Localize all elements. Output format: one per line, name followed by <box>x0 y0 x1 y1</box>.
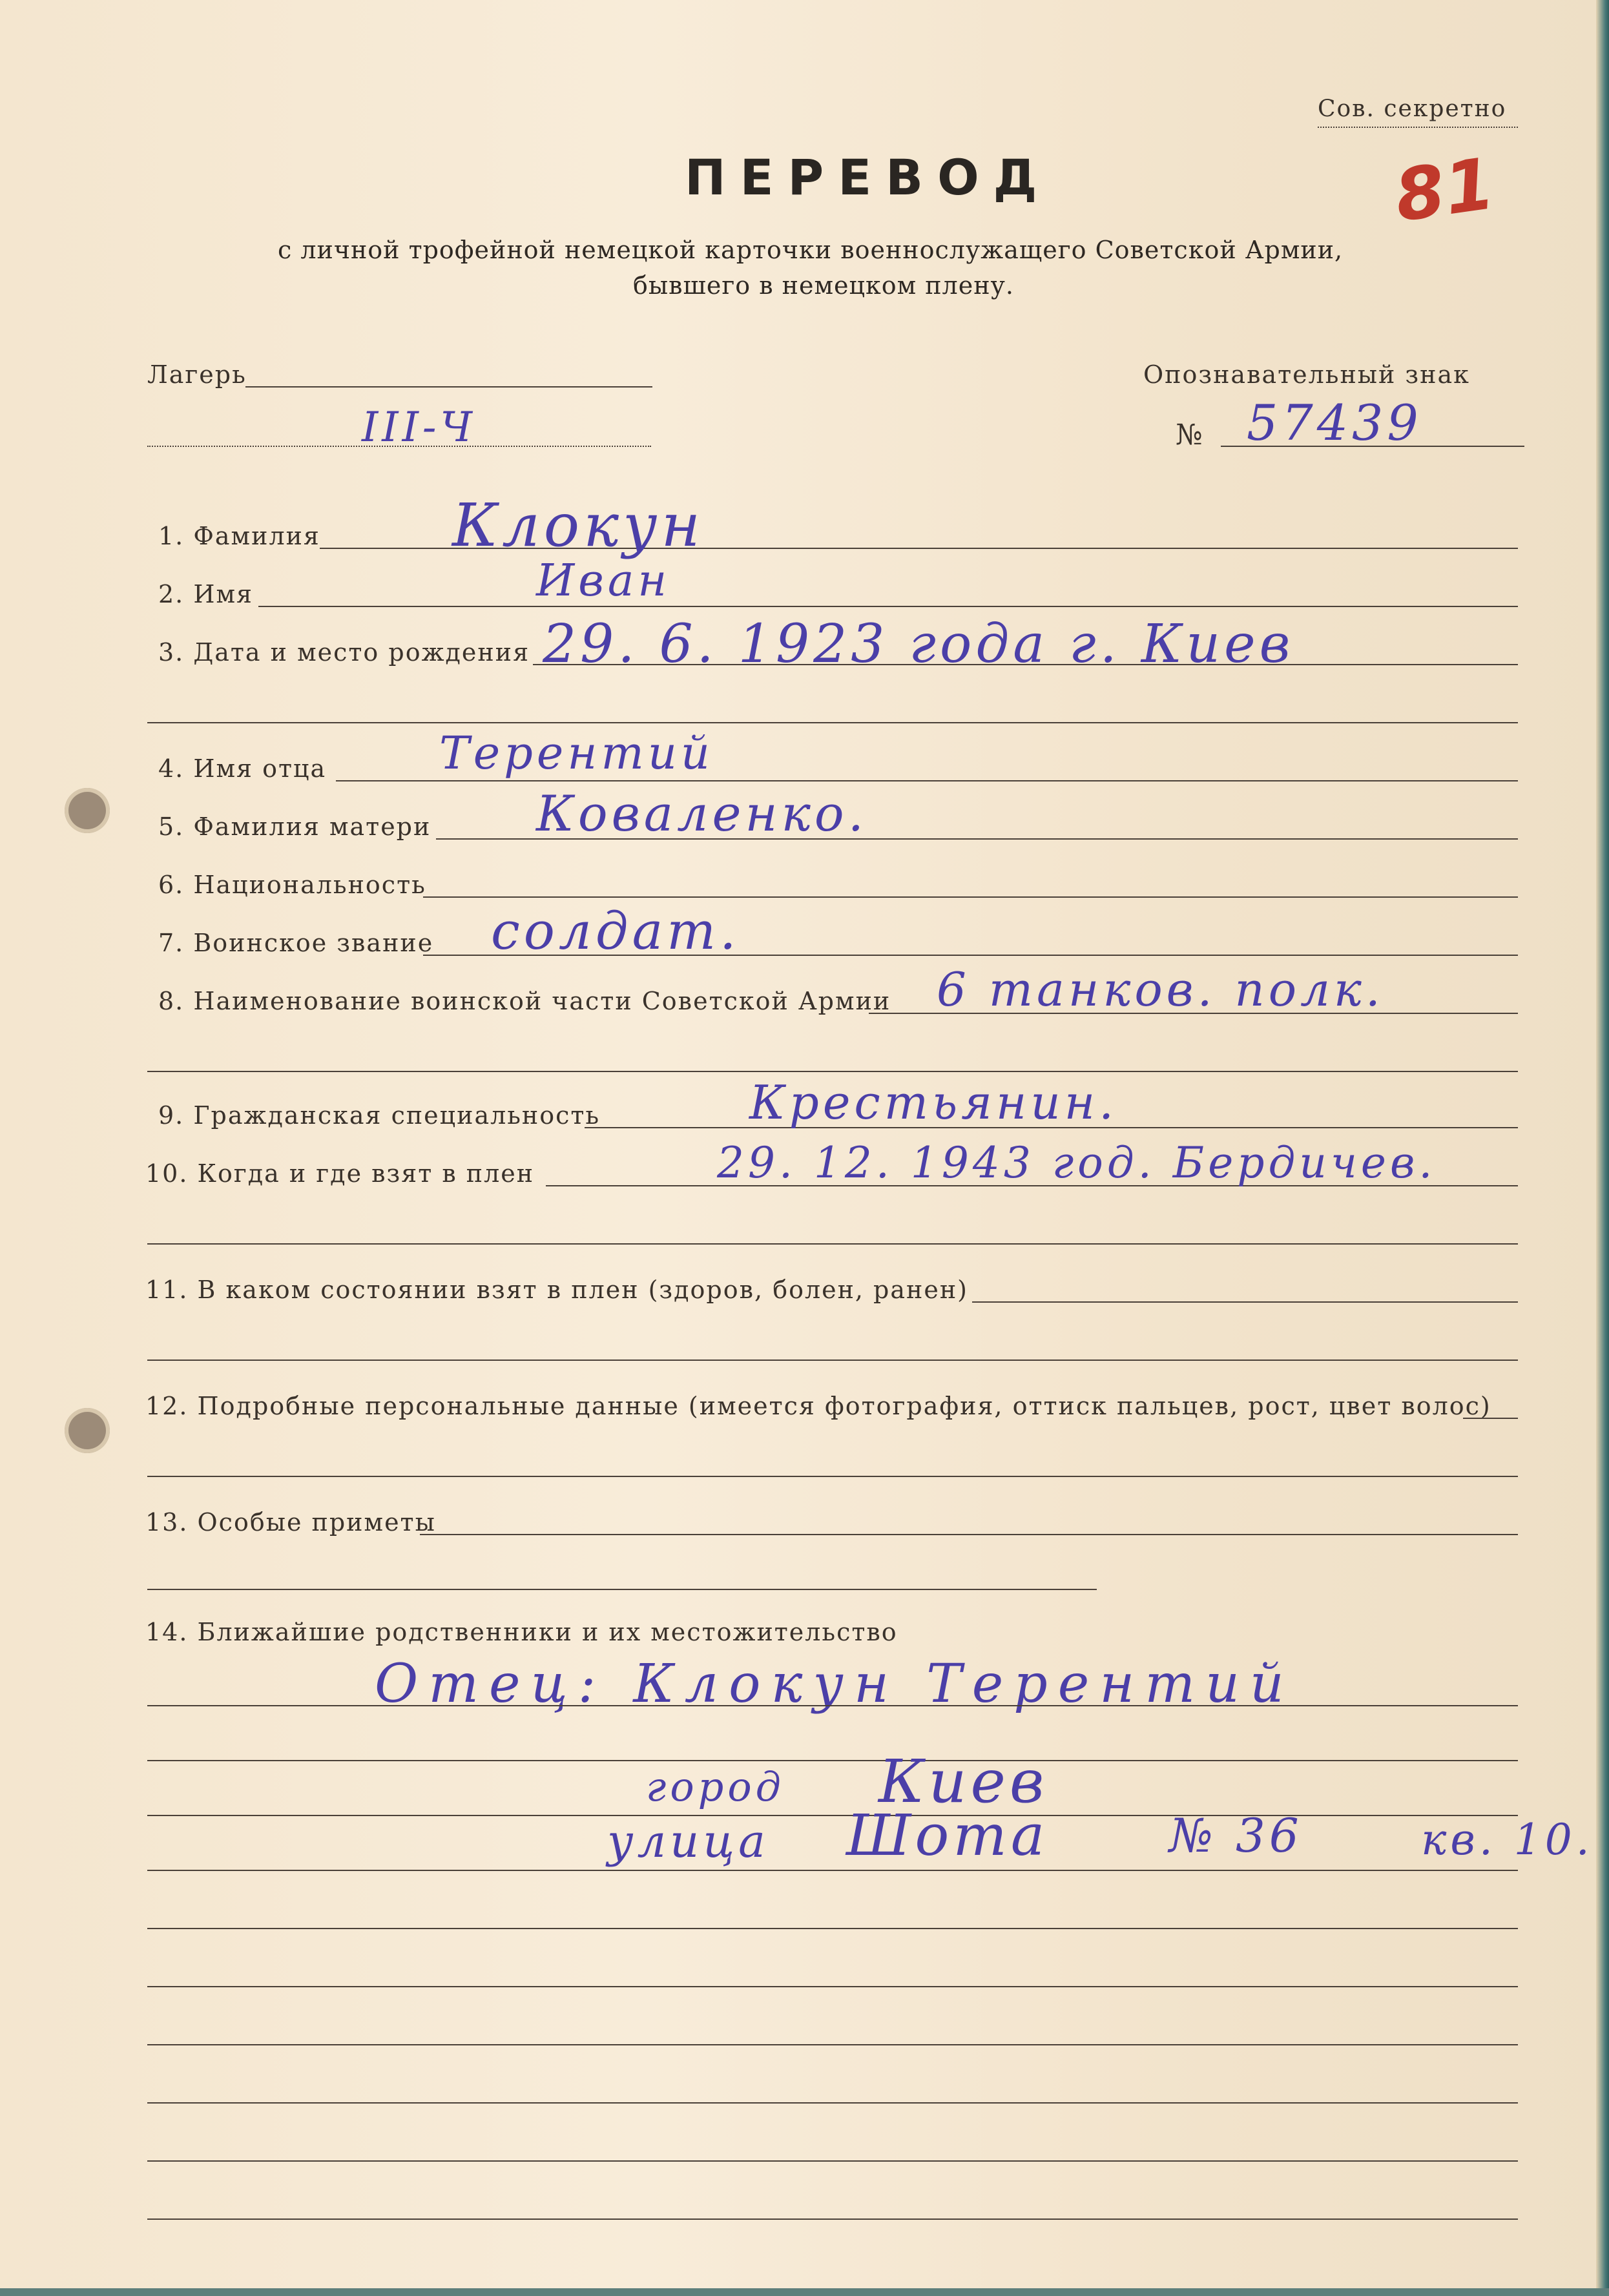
field-1-num: 1. <box>158 522 185 550</box>
field-8-line-2 <box>147 1071 1518 1072</box>
field-3-line-2 <box>147 722 1518 723</box>
field-6-label <box>158 871 426 899</box>
camp-label: Лагерь <box>147 360 247 389</box>
field-9-num: 9. <box>158 1101 185 1130</box>
field-10-text: Когда и где взят в плен <box>197 1159 535 1188</box>
relatives-line-1 <box>147 1705 1518 1706</box>
field-2-num: 2. <box>158 580 185 608</box>
field-4-value: Терентий <box>439 727 714 780</box>
field-11-num: 11. <box>145 1276 189 1304</box>
field-12-line <box>1463 1418 1518 1419</box>
field-9-text: Гражданская специальность <box>193 1101 601 1130</box>
relatives-street-label: улица <box>607 1815 769 1868</box>
field-14-num: 14. <box>145 1618 189 1646</box>
relatives-street: Шота <box>846 1802 1049 1868</box>
camp-line <box>245 386 652 388</box>
field-5-label <box>158 812 431 841</box>
id-tag-label: Опознавательный знак <box>1143 360 1470 389</box>
relatives-house: № 36 <box>1169 1808 1303 1863</box>
relatives-line-7 <box>147 2044 1518 2045</box>
relatives-line-4 <box>147 1870 1518 1871</box>
field-4-text: Имя отца <box>193 754 327 783</box>
field-10-label <box>145 1159 534 1188</box>
punch-hole-bottom <box>65 1408 110 1453</box>
field-7-value: солдат. <box>491 901 740 961</box>
relatives-apt: кв. 10. <box>1421 1815 1593 1865</box>
classification-stamp: Сов. секретно <box>1318 96 1507 122</box>
field-10-value: 29. 12. 1943 год. Бердичев. <box>717 1138 1437 1188</box>
field-8-value: 6 танков. полк. <box>937 962 1384 1017</box>
field-10-num: 10. <box>145 1159 189 1188</box>
document-subtitle-line2: бывшего в немецком плену. <box>633 271 1014 300</box>
red-ink-mark: 81 <box>1389 141 1500 238</box>
field-12-num: 12. <box>145 1392 189 1420</box>
field-1-label <box>158 522 320 550</box>
document-title: ПЕРЕВОД <box>685 149 1052 206</box>
paper-edge-right <box>1596 0 1609 2296</box>
field-6-line <box>423 896 1518 898</box>
field-6-num: 6. <box>158 871 185 899</box>
field-11-line-2 <box>147 1360 1518 1361</box>
field-4-num: 4. <box>158 754 185 783</box>
relatives-line-2 <box>147 1760 1518 1761</box>
document-subtitle-line1: с личной трофейной немецкой карточки военнослужащего Советской Армии, <box>278 236 1344 264</box>
field-1-value: Клокун <box>452 491 705 560</box>
id-tag-value: 57439 <box>1247 394 1422 451</box>
field-14-label <box>145 1618 898 1646</box>
field-3-text: Дата и место рождения <box>193 638 530 667</box>
field-9-value: Крестьянин. <box>749 1075 1117 1130</box>
field-2-label <box>158 580 253 608</box>
field-6-text: Национальность <box>193 871 426 899</box>
relatives-city-label: город <box>646 1763 785 1810</box>
relatives-line-5 <box>147 1928 1518 1929</box>
relatives-city: Киев <box>878 1747 1048 1816</box>
relatives-line-9 <box>147 2160 1518 2162</box>
paper-edge-bottom <box>0 2288 1609 2296</box>
classification-underline <box>1318 127 1518 128</box>
field-4-line <box>336 780 1518 781</box>
field-7-text: Воинское звание <box>193 929 434 957</box>
field-8-text: Наименование воинской части Советской Армии <box>193 987 891 1015</box>
field-2-text: Имя <box>193 580 254 608</box>
field-8-num: 8. <box>158 987 185 1015</box>
field-1-text: Фамилия <box>193 522 320 550</box>
relatives-line-10 <box>147 2218 1518 2220</box>
field-8-label <box>158 987 891 1015</box>
relatives-line-3 <box>147 1815 1518 1816</box>
relatives-line1: Отец: Клокун Терентий <box>375 1653 1294 1715</box>
field-3-label <box>158 638 530 667</box>
field-5-num: 5. <box>158 812 185 841</box>
field-13-num: 13. <box>145 1508 189 1536</box>
field-4-label <box>158 754 326 783</box>
punch-hole-top <box>65 788 110 833</box>
relatives-line-6 <box>147 1986 1518 1987</box>
relatives-line-8 <box>147 2102 1518 2104</box>
field-11-label <box>145 1276 968 1304</box>
field-2-value: Иван <box>536 555 671 606</box>
field-10-line-2 <box>147 1243 1518 1245</box>
field-3-value: 29. 6. 1923 года г. Киев <box>543 614 1294 675</box>
field-11-line <box>972 1301 1518 1303</box>
field-13-line-2 <box>147 1589 1097 1590</box>
field-7-label <box>158 929 433 957</box>
field-2-line <box>258 606 1518 607</box>
field-5-value: Коваленко. <box>536 785 867 842</box>
field-13-label <box>145 1508 436 1536</box>
field-12-label <box>145 1392 1491 1420</box>
field-7-num: 7. <box>158 929 185 957</box>
field-12-line-2 <box>147 1476 1518 1477</box>
field-13-line <box>420 1534 1518 1535</box>
camp-line-2 <box>147 446 651 447</box>
id-tag-number-sign: № <box>1176 419 1204 451</box>
field-5-text: Фамилия матери <box>193 812 431 841</box>
field-9-label <box>158 1101 600 1130</box>
field-13-text: Особые приметы <box>197 1508 436 1536</box>
field-3-num: 3. <box>158 638 185 667</box>
field-12-text: Подробные персональные данные (имеется фотография, оттиск пальцев, рост, цвет волос) <box>197 1392 1491 1420</box>
field-14-text: Ближайшие родственники и их местожительство <box>197 1618 898 1646</box>
camp-value: III-Ч <box>362 404 476 451</box>
field-11-text: В каком состоянии взят в плен (здоров, болен, ранен) <box>197 1276 969 1304</box>
